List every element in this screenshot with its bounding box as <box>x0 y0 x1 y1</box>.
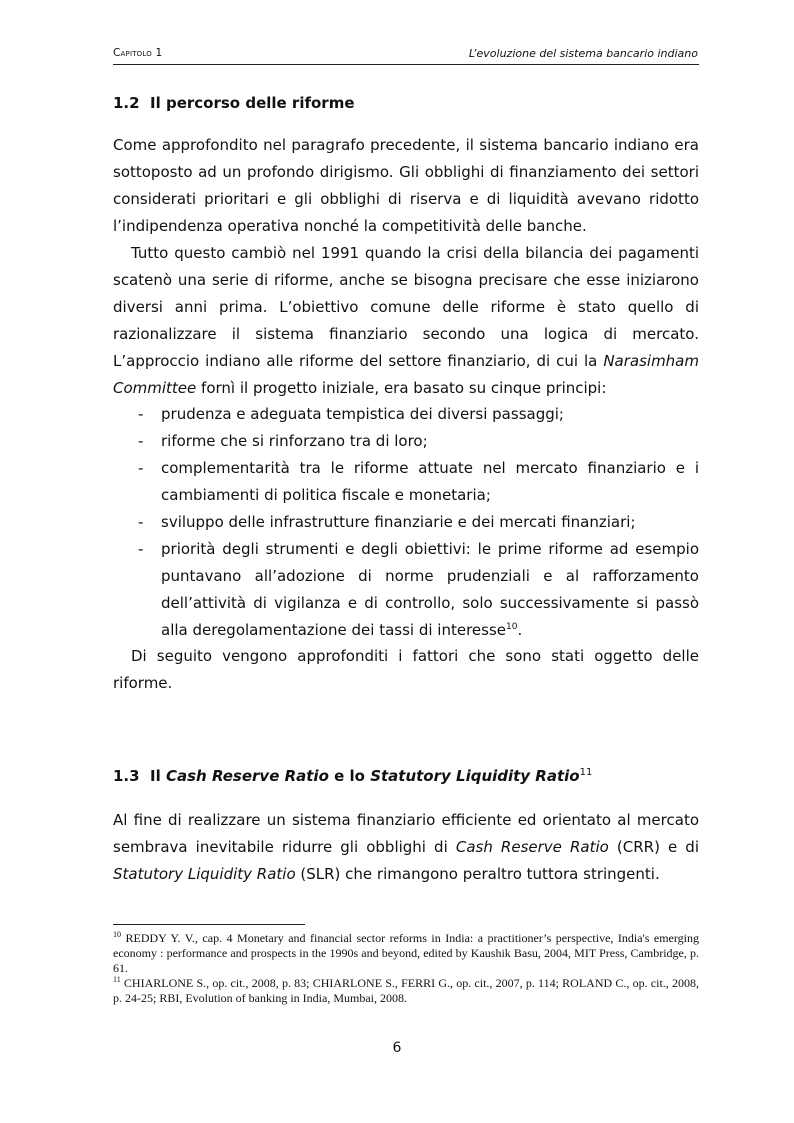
principles-list <box>113 401 699 644</box>
list-item: - sviluppo delle infrastrutture finanziarie e dei mercati finanziari; <box>138 513 636 531</box>
section-number: 1.3 <box>113 767 140 785</box>
running-title: L’evoluzione del sistema bancario indiano <box>468 47 698 60</box>
header-rule <box>113 64 699 65</box>
footnote-ref-10: 10 <box>506 622 518 632</box>
chapter-label: Capitolo 1 <box>113 47 163 59</box>
footnote-10: $^{10}$ REDDY Y. V., cap. 4 Monetary and financial sector reforms in India: a practitioner’s perspective, India's emerging economy : performance and prospects in the 1990s and beyond, edited by Kaushik Basu, 2004, MIT Press, Cambridge, p. 61. <box>113 930 699 975</box>
paragraph-1: Come approfondito nel paragrafo precedente, il sistema bancario indiano era sottoposto ad un profondo dirigismo. Gli obblighi di finanziamento dei settori considerati prioritari e gli obblighi di riserva e di liquidità avevano ridotto l’indipendenza operativa nonché la competitività delle banche. <box>113 136 699 235</box>
committee-name: Narasimham Committee <box>113 352 699 397</box>
section-title: Il percorso delle riforme <box>150 94 355 112</box>
paragraph-2: Tutto questo cambiò nel 1991 quando la crisi della bilancia dei pagamenti scatenò una serie di riforme, anche se bisogna precisare che esse iniziarono diversi anni prima. L’obiettivo comune delle riforme è stato quello di razionalizzare il sistema finanziario secondo una logica di mercato. L’approccio indiano alle riforme del settore finanziario, di cui la Narasimham Committee fornì il progetto iniziale, era basato su cinque principi: <box>113 244 699 397</box>
section-number: 1.2 <box>113 94 140 112</box>
list-item: - priorità degli strumenti e degli obiettivi: le prime riforme ad esempio puntavano all’adozione di norme prudenziali e al rafforzamento dell’attività di vigilanza e di controllo, solo successivamente si passò alla deregolamentazione dei tassi di interesse$^{10}$. <box>138 540 699 639</box>
section-1-3-heading: 1.3 Il Cash Reserve Ratio e lo Statutory Liquidity Ratio$^{11}$ <box>113 767 593 785</box>
paragraph-3: Di seguito vengono approfonditi i fattori che sono stati oggetto delle riforme. <box>113 647 699 692</box>
footnote-ref-11: 11 <box>579 767 593 778</box>
footnote-11: $^{11}$ CHIARLONE S., op. cit., 2008, p. 83; CHIARLONE S., FERRI G., op. cit., 2007, p. 114; ROLAND C., op. cit., 2008, p. 24-25; RBI, Evolution of banking in India, Mumbai, 2008. <box>113 975 699 1005</box>
footnote-separator <box>113 924 305 925</box>
footnotes <box>113 931 699 1006</box>
list-item: - complementarità tra le riforme attuate nel mercato finanziario e i cambiamenti di politica fiscale e monetaria; <box>138 459 699 504</box>
paragraph-4: Al fine di realizzare un sistema finanziario efficiente ed orientato al mercato sembrava inevitabile ridurre gli obblighi di Cash Reserve Ratio (CRR) e di Statutory Liquidity Ratio (SLR) che rimangono peraltro tuttora stringenti. <box>113 811 699 883</box>
section-1-2-heading <box>113 94 355 112</box>
list-item: - riforme che si rinforzano tra di loro; <box>138 432 428 450</box>
page-number: 6 <box>392 1040 402 1056</box>
list-item: - prudenza e adeguata tempistica dei diversi passaggi; <box>138 405 564 423</box>
